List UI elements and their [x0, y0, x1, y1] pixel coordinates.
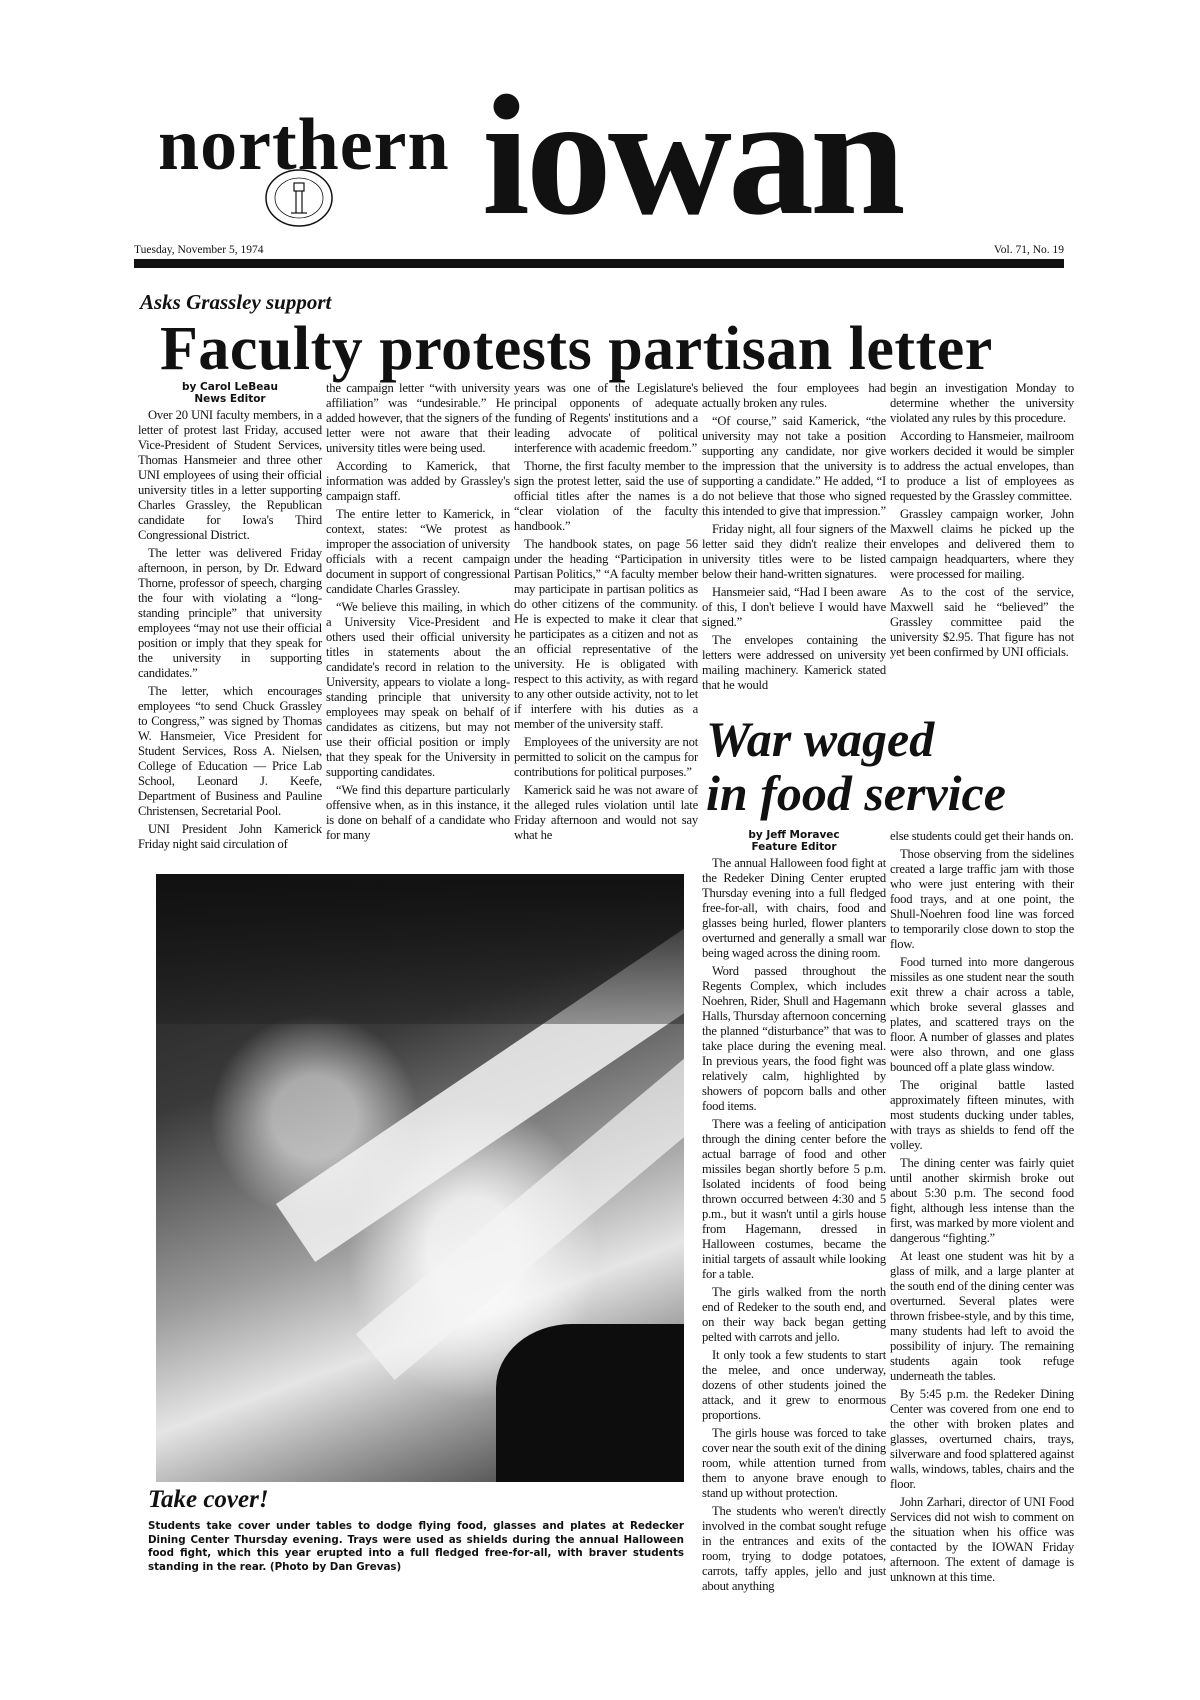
paragraph: At least one student was hit by a glass of milk, and a large planter at the south end of the dining center was overturned. Several plates were thrown frisbee-style, and by this time, many students had left to avoid the possibility of injury. The remaining students again took refuge underneath the tables. — [890, 1249, 1074, 1383]
paragraph: Food turned into more dangerous missiles as one student near the south exit threw a chair across a table, which broke several glasses and plates, and scattered trays on the floor. A number of glasses and plates were also thrown, and one glass bounced off a plate glass window. — [890, 955, 1074, 1074]
paragraph: The girls walked from the north end of Redeker to the south end, and on their way back began getting pelted with carrots and jello. — [702, 1285, 886, 1344]
photo-caption-title: Take cover! — [148, 1486, 269, 1513]
paragraph: Thorne, the first faculty member to sign the protest letter, said the use of official titles after the names is a “clear violation of the faculty handbook.” — [514, 459, 698, 533]
paragraph: John Zarhari, director of UNI Food Services did not wish to comment on the situation when his office was contacted by the IOWAN Friday afternoon. The extent of damage is unknown at this time. — [890, 1495, 1074, 1584]
paragraph: It only took a few students to start the melee, and once underway, dozens of other students joined the attack, and it grew to enormous proportions. — [702, 1348, 886, 1422]
masthead-title-northern: northern — [158, 104, 450, 186]
paragraph: By 5:45 p.m. the Redeker Dining Center was covered from one end to the other with broken plates and glasses, overturned chairs, trays, silverware and food splattered against walls, windows, tables, chairs and the floor. — [890, 1387, 1074, 1491]
paragraph: “We believe this mailing, in which a University Vice-President and others used their official university titles in statements about the candidate's record in relation to the University, appears to violate a long-standing principle that university employees may speak on behalf of candidates as citizens, but may not use their official position or imply that they speak for the University in supporting candidates. — [326, 600, 510, 779]
paragraph: else students could get their hands on. — [890, 829, 1074, 843]
paragraph: Employees of the university are not permitted to solicit on the campus for contributions for political purposes.” — [514, 735, 698, 779]
photo-caption: Students take cover under tables to dodge flying food, glasses and plates at Redecker Dining Center Thursday evening. Trays were used as shields during the annual Halloween food fight, which this year erupted into a full fledged free-for-all, with braver students standing in the rear. (Photo by Dan Grevas) — [148, 1520, 684, 1573]
second-headline-line-1: War waged — [706, 711, 935, 767]
paragraph: Word passed throughout the Regents Complex, which includes Noehren, Rider, Shull and Hagemann Halls, Thursday afternoon concerning the planned “disturbance” that was to take place during the evening meal. In previous years, the food fight was relatively calm, highlighted by showers of popcorn balls and other food items. — [702, 964, 886, 1113]
food-column-2 — [890, 829, 1074, 1588]
paragraph: Hansmeier said, “Had I been aware of this, I don't believe I would have signed.” — [702, 585, 886, 629]
food-byline — [702, 829, 886, 853]
masthead-title-iowan: iowan — [482, 61, 902, 251]
paragraph: According to Kamerick, that information was added by Grassley's campaign staff. — [326, 459, 510, 503]
paragraph: The entire letter to Kamerick, in context, states: “We protest as improper the association of university officials with a recent campaign document in support of congressional candidate Charles Grassley. — [326, 507, 510, 596]
university-seal-icon — [262, 168, 336, 228]
byline-title: News Editor — [194, 393, 266, 405]
paragraph: “Of course,” said Kamerick, “the university may not take a position supporting any candidate, nor give the impression that the university is supporting a candidate.” He added, “I do not believe that those who signed this intended to give that impression.” — [702, 414, 886, 518]
byline-name: by Carol LeBeau — [182, 381, 278, 393]
paragraph: The letter was delivered Friday afternoon, in person, by Dr. Edward Thorne, professor of speech, charging the four with violating a “long-standing principle” that university employees “may not use their official position or imply that they speak for the university in supporting candidates.” — [138, 546, 322, 680]
paragraph: The envelopes containing the letters were addressed on university mailing machinery. Kamerick stated that he would — [702, 633, 886, 692]
paragraph: The annual Halloween food fight at the Redeker Dining Center erupted Thursday evening into a full fledged free-for-all, with chairs, food and glasses being hurled, flower planters overturned and generally a small war being waged across the dining room. — [702, 856, 886, 960]
paragraph: “We find this departure particularly offensive when, as in this instance, it is done on behalf of a candidate who for many — [326, 783, 510, 842]
lead-column-1 — [138, 381, 322, 855]
paragraph: As to the cost of the service, Maxwell said he “believed” the Grassley committee paid the university $2.95. That figure has not yet been confirmed by UNI officials. — [890, 585, 1074, 659]
paragraph: The dining center was fairly quiet until another skirmish broke out about 5:30 p.m. The second food fight, although less intense than the first, was marked by more violent and dangerous “fighting.” — [890, 1156, 1074, 1245]
paragraph: The handbook states, on page 56 under the heading “Participation in Partisan Politics,” “A faculty member may participate in partisan politics as do other citizens of the community. He is expected to make it clear that he participates as a citizen and not as an official representative of the university. He is obligated with respect to this activity, as with regard to any other outside activity, not to let if interfere with his duties as a member of the university staff. — [514, 537, 698, 731]
paragraph: According to Hansmeier, mailroom workers decided it would be simpler to address the actual envelopes, than to produce a list of employees as requested by the Grassley committee. — [890, 429, 1074, 503]
paragraph: The letter, which encourages employees “to send Chuck Grassley to Congress,” was signed by Thomas W. Hansmeier, Vice President for Student Services, Ross A. Nielsen, College of Education — Price Lab School, Leonard J. Keefe, Department of Business and Pauline Christensen, Secretarial Pool. — [138, 684, 322, 818]
paragraph: There was a feeling of anticipation through the dining center before the actual barrage of food and other missiles began shortly before 5 p.m. Isolated incidents of food being thrown occurred between 4:30 and 5 p.m., but it wasn't until a girls house from Hagemann, dressed in Halloween costumes, became the initial targets of assault while looking for a table. — [702, 1117, 886, 1281]
paragraph: years was one of the Legislature's principal opponents of adequate funding of Regents' institutions and a leading advocate of political interference with academic freedom.” — [514, 381, 698, 455]
photo-foreground-shadow — [496, 1324, 684, 1482]
paragraph: Over 20 UNI faculty members, in a letter of protest last Friday, accused Vice-President of Student Services, Thomas Hansmeier and three other UNI employees of using their official university titles in a letter supporting Charles Grassley, the Republican candidate for Iowa's Third Congressional District. — [138, 408, 322, 542]
lead-byline — [138, 381, 322, 405]
paragraph: UNI President John Kamerick Friday night said circulation of — [138, 822, 322, 851]
lead-column-2 — [326, 381, 510, 846]
paragraph: begin an investigation Monday to determine whether the university violated any rules by this procedure. — [890, 381, 1074, 425]
masthead-rule — [134, 259, 1064, 268]
byline-title: Feature Editor — [751, 841, 837, 853]
paragraph: The original battle lasted approximately fifteen minutes, with most students ducking under tables, with trays as shields to fend off the volley. — [890, 1078, 1074, 1152]
paragraph: Those observing from the sidelines created a large traffic jam with those who were just entering with their food trays, and at one point, the Shull-Noehren food line was forced to temporarily close down to stop the flow. — [890, 847, 1074, 951]
lead-headline: Faculty protests partisan letter — [160, 315, 993, 383]
lead-column-4 — [702, 381, 886, 696]
second-headline-line-2: in food service — [706, 765, 1006, 821]
paragraph: The students who weren't directly involved in the combat sought refuge in the entrances and exits of the room, trying to dodge potatoes, carrots, taffy apples, jello and just about anything — [702, 1504, 886, 1593]
lead-kicker: Asks Grassley support — [140, 290, 332, 314]
lead-column-3 — [514, 381, 698, 846]
paragraph: Kamerick said he was not aware of the alleged rules violation until late Friday afternoon and would not say what he — [514, 783, 698, 842]
issue-date: Tuesday, November 5, 1974 — [134, 244, 264, 256]
food-column-1 — [702, 829, 886, 1597]
lead-column-5 — [890, 381, 1074, 663]
issue-volume: Vol. 71, No. 19 — [993, 244, 1064, 256]
second-headline — [706, 712, 1006, 820]
photo-background-shadow — [156, 874, 684, 1024]
paragraph: Friday night, all four signers of the letter said they didn't realize their university titles were to be listed below their hand-written signatures. — [702, 522, 886, 581]
paragraph: believed the four employees had actually broken any rules. — [702, 381, 886, 410]
byline-name: by Jeff Moravec — [748, 829, 840, 841]
paragraph: Grassley campaign worker, John Maxwell claims he picked up the envelopes and delivered them to campaign headquarters, where they were processed for mailing. — [890, 507, 1074, 581]
paragraph: the campaign letter “with university affiliation” was “undesirable.” He added however, that the signers of the letter were not aware that their university titles were being used. — [326, 381, 510, 455]
food-fight-photo — [156, 874, 684, 1482]
paragraph: The girls house was forced to take cover near the south exit of the dining room, while attention turned from them to anyone brave enough to stand up without protection. — [702, 1426, 886, 1500]
